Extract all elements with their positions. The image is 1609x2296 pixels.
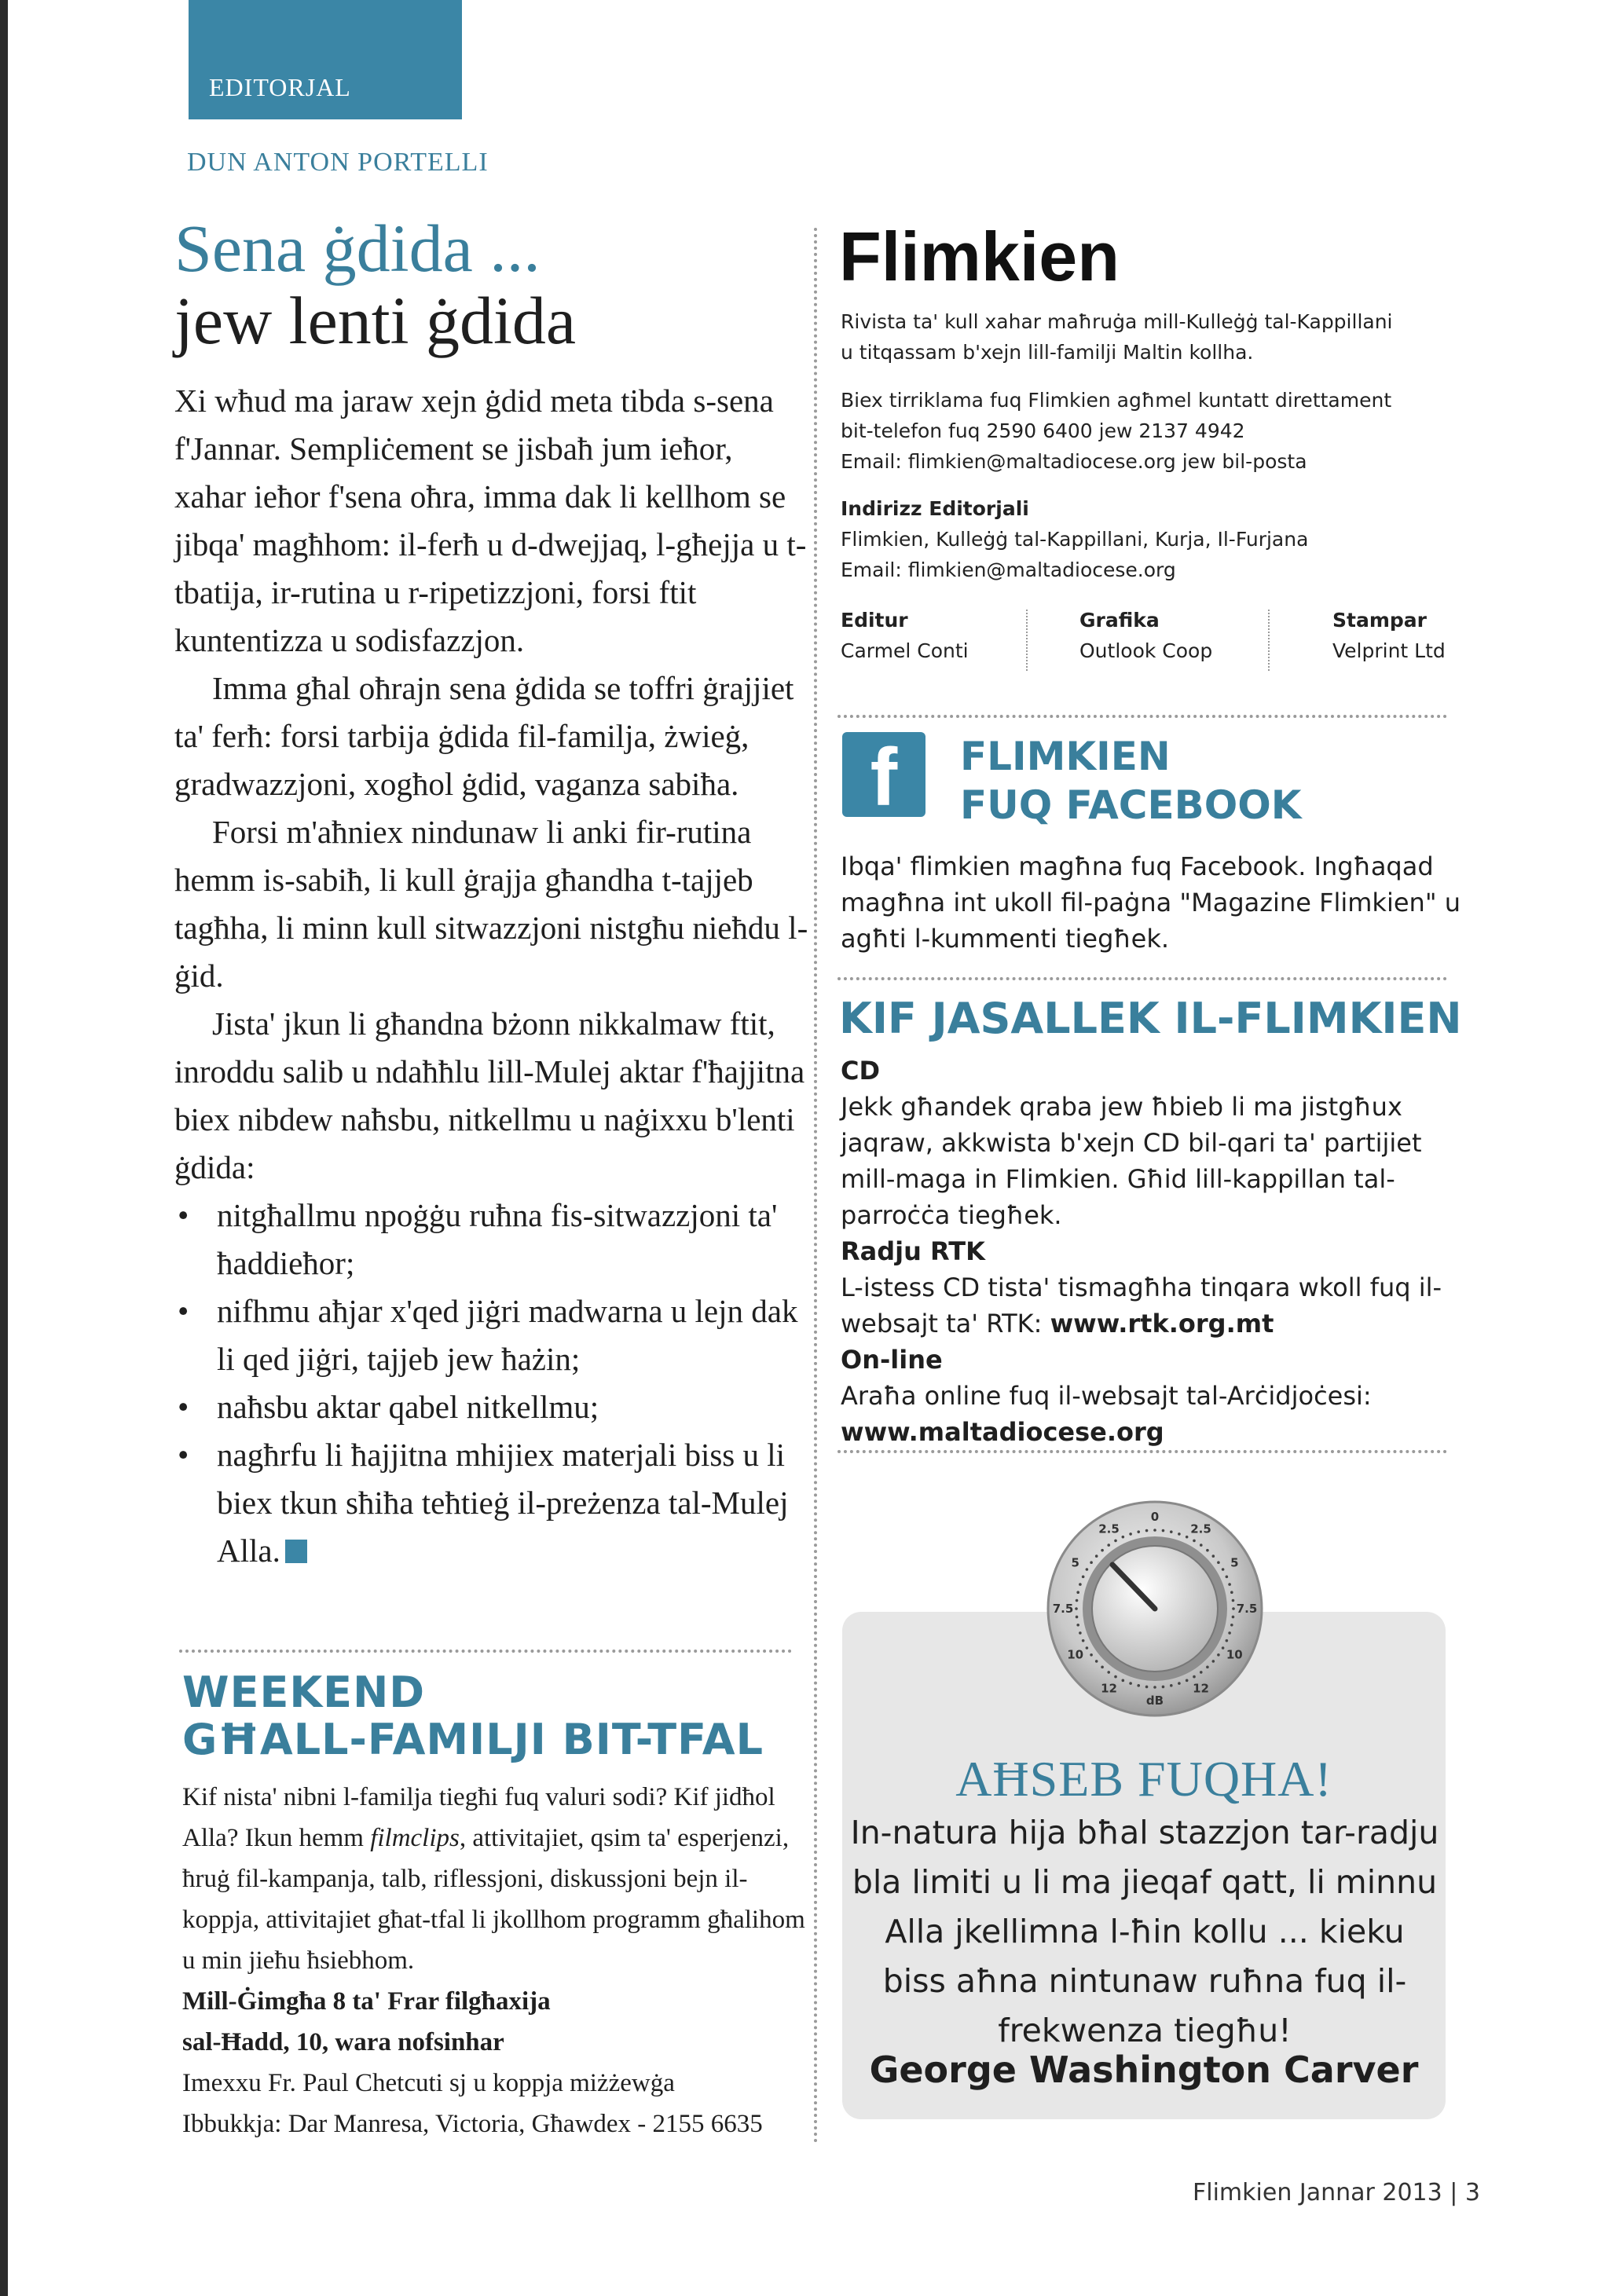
kif-text-online: Araħa online fuq il-websajt tal-Arċidjoċesi: [841, 1381, 1372, 1411]
dial-tick [1226, 1639, 1229, 1642]
kif-body [841, 1053, 1469, 1450]
dial-tick [1186, 1679, 1189, 1683]
article-title-line2: jew lenti ġdida [174, 283, 577, 358]
divider [837, 715, 1447, 718]
column-divider [814, 228, 817, 2144]
dial-tick [1222, 1568, 1225, 1571]
weekend-description [182, 1777, 811, 1981]
weekend-body [182, 1777, 811, 2144]
dial-tick [1101, 1666, 1104, 1669]
editorial-paragraph: Forsi m'aħniex nindunaw li anki fir-rutina hemm is-sabiħ, li kull ġrajja għandha t-tajjeb tagħha, li minn kull sitwazzjoni nistgħu nieħdu l-ġid. [174, 814, 808, 994]
masthead-description: Rivista ta' kull xahar maħruġa mill-Kulleġġ tal-Kappillani u titqassam b'xejn lill-familji Maltin kollha. [841, 310, 1393, 364]
article-title [174, 212, 803, 357]
bullet-item: • naħsbu aktar qabel nitkellmu; [217, 1383, 809, 1431]
facebook-title [960, 732, 1302, 829]
kif-heading-cd: CD [841, 1056, 881, 1086]
bullet-item [217, 1431, 809, 1575]
dial-label: 10 [1226, 1647, 1243, 1662]
facebook-icon-letter: f [870, 732, 898, 823]
kif-heading-radio: Radju RTK [841, 1236, 985, 1266]
dial-label: 7.5 [1236, 1602, 1258, 1616]
dial-tick [1200, 1671, 1203, 1674]
advertising-line: bit-telefon fuq 2590 6400 jew 2137 4942 [841, 419, 1245, 442]
dial-tick [1200, 1543, 1203, 1547]
dial-tick [1086, 1646, 1089, 1650]
dial-label: 5 [1071, 1555, 1079, 1570]
diocese-website-link[interactable]: www.maltadiocese.org [841, 1417, 1164, 1447]
divider [179, 1650, 792, 1653]
credit-graphics [1079, 605, 1212, 666]
dial-label: 0 [1150, 1510, 1160, 1524]
dial-tick [1206, 1549, 1209, 1552]
credit-role: Stampar [1332, 609, 1427, 632]
credit-role: Editur [841, 609, 908, 632]
dial-tick [1212, 1660, 1215, 1663]
dial-tick [1162, 1529, 1165, 1532]
facebook-title-line1: FLIMKIEN [960, 734, 1171, 779]
dial-tick [1107, 1543, 1110, 1547]
weekend-text-italic: filmclips [370, 1824, 460, 1852]
end-mark-icon [285, 1540, 307, 1563]
editorial-paragraph: Jista' jkun li għandna bżonn nikkalmaw ftit, inroddu salib u ndaħħlu lill-Mulej aktar f'ħajjitna biex nibdew naħsbu, nitkellmu u naġixxu b'lenti ġdida: [174, 1005, 805, 1185]
facebook-icon [842, 732, 925, 823]
dial-label: 12 [1193, 1681, 1209, 1696]
divider [837, 977, 1447, 980]
advertising-info [841, 385, 1438, 477]
dial-tick [1076, 1616, 1079, 1619]
weekend-text: Kif nista' nibni l-familja tiegħi fuq valuri sodi? Kif jidħol Alla? Ikun hemm [182, 1783, 775, 1852]
dial-tick [1153, 1686, 1156, 1689]
dial-tick [1232, 1616, 1235, 1619]
dial-label: dB [1145, 1694, 1164, 1708]
dial-label: 12 [1101, 1681, 1117, 1696]
advertising-line: Email: flimkien@maltadiocese.org jew bil-posta [841, 450, 1307, 473]
credit-divider [1026, 610, 1028, 671]
dial-tick [1217, 1561, 1220, 1564]
dial-tick [1153, 1529, 1156, 1532]
dial-tick [1129, 1682, 1132, 1685]
dial-label: 10 [1067, 1647, 1084, 1662]
dial-tick [1186, 1536, 1189, 1539]
weekend-leaders: Imexxu Fr. Paul Chetcuti sj u koppja miżżewġa [182, 2069, 675, 2097]
dial-tick [1222, 1646, 1225, 1650]
weekend-booking: Ibbukkja: Dar Manresa, Victoria, Għawdex - 2155 6635 [182, 2110, 763, 2138]
dial-tick [1082, 1639, 1085, 1642]
dial-tick [1193, 1675, 1196, 1679]
dial-tick [1114, 1675, 1117, 1679]
weekend-title-line2: GĦALL-FAMILJI BIT-TFAL [182, 1715, 764, 1764]
weekend-title [182, 1669, 764, 1763]
editorial-body [174, 377, 809, 1575]
kif-text-cd: Jekk għandek qraba jew ħbieb li ma jistgħux jaqraw, akkwista b'xejn CD bil-qari ta' partijiet mill-maga in Flimkien. Għid lill-kappillan tal-parroċċa tiegħek. [841, 1092, 1422, 1230]
kif-text: L-istess CD tista' tismagħha tinqara wkoll fuq il-websajt ta' RTK: [841, 1273, 1442, 1338]
dial-tick [1095, 1554, 1098, 1558]
credit-editor [841, 605, 969, 666]
dial-tick [1075, 1607, 1078, 1610]
quote-title: AĦSEB FUQHA! [955, 1751, 1332, 1807]
advertising-line: Biex tirriklama fuq Flimkien agħmel kuntatt direttament [841, 389, 1392, 412]
dial-tick [1086, 1568, 1089, 1571]
editorial-paragraph: Imma għal oħrajn sena ġdida se toffri ġrajjiet ta' ferħ: forsi tarbija ġdida fil-familja, żwieġ, gradwazzjoni, xogħol ġdid, vaganza sabiħa. [174, 670, 794, 802]
dial-tick [1170, 1530, 1173, 1533]
article-title-line1: Sena ġdida ... [174, 211, 541, 286]
page-footer: Flimkien Jannar 2013 | 3 [1193, 2179, 1480, 2206]
dial-label: 2.5 [1098, 1522, 1120, 1536]
credit-name: Velprint Ltd [1332, 639, 1446, 662]
editorial-address [841, 493, 1438, 585]
credit-role: Grafika [1079, 609, 1160, 632]
dial-tick [1193, 1540, 1196, 1543]
dial-tick [1232, 1599, 1235, 1602]
dial-tick [1079, 1631, 1082, 1635]
facebook-title-line2: FUQ FACEBOOK [960, 782, 1302, 828]
dial-tick [1230, 1591, 1233, 1594]
article-author: DUN ANTON PORTELLI [187, 148, 489, 177]
weekend-text: , attivitajiet, qsim ta' esperjenzi, ħruġ fil-kampanja, talb, riflessjoni, diskussjoni bejn il-koppja, attivitajiet għat-tfal li jkollhom programm għalihom u min jieħu ħsiebhom. [182, 1824, 805, 1975]
editorial-bullet-list [174, 1192, 809, 1575]
dial-tick [1145, 1686, 1149, 1689]
dial-tick [1107, 1671, 1110, 1674]
section-tab-label: EDITORJAL [209, 73, 351, 101]
dial-label: 5 [1230, 1555, 1239, 1570]
dial-tick [1230, 1624, 1233, 1627]
volume-dial-icon [1045, 1499, 1265, 1719]
credit-divider [1268, 610, 1270, 671]
kif-title: KIF JASALLEK IL-FLIMKIEN [839, 994, 1462, 1043]
dial-tick [1226, 1576, 1229, 1579]
dial-tick [1170, 1684, 1173, 1687]
address-heading: Indirizz Editorjali [841, 497, 1029, 520]
credit-name: Outlook Coop [1079, 639, 1213, 662]
rtk-website-link[interactable]: www.rtk.org.mt [1050, 1309, 1274, 1338]
dial-tick [1114, 1540, 1117, 1543]
dial-tick [1101, 1549, 1104, 1552]
dial-tick [1076, 1624, 1079, 1627]
dial-label: 7.5 [1052, 1602, 1074, 1616]
dial-tick [1090, 1653, 1093, 1657]
dial-tick [1137, 1684, 1140, 1687]
section-tab [189, 0, 462, 119]
facebook-text: Ibqa' flimkien magħna fuq Facebook. Ingħaqad magħna int ukoll fil-paġna "Magazine Flimkien" u agħti l-kummenti tiegħek. [841, 851, 1461, 954]
dial-label: 2.5 [1190, 1522, 1211, 1536]
dial-tick [1076, 1599, 1079, 1602]
editorial-paragraph: Xi wħud ma jaraw xejn ġdid meta tibda s-sena f'Jannar. Sempliċement se jisbaħ jum ieħor, xahar ieħor f'sena oħra, imma dak li kellhom se jibqa' magħhom: il-ferħ u d-dwejjaq, l-għejja u t-tbatija, ir-rutina u r-ripetizzjoni, forsi ftit kuntentizza u sodisfazzjon. [174, 383, 807, 658]
quote-text: In-natura hija bħal stazzjon tar-radju bla limiti u li ma jieqaf qatt, li minnu Alla jkellimna l-ħin kollu ... kieku biss aħna nintunaw ruħna fuq il-frekwenza tiegħu! [850, 1814, 1439, 2049]
dial-tick [1076, 1591, 1079, 1594]
divider [837, 1450, 1447, 1453]
dial-tick [1079, 1583, 1082, 1586]
dial-tick [1178, 1682, 1181, 1685]
bullet-item-text: nagħrfu li ħajjitna mhijiex materjali biss u li biex tkun sħiħa teħtieġ il-preżenza tal-Mulej Alla. [217, 1437, 789, 1569]
dial-tick [1129, 1532, 1132, 1536]
weekend-date-line: Mill-Ġimgħa 8 ta' Frar filgħaxija [182, 1987, 551, 2016]
kif-heading-online: On-line [841, 1345, 943, 1375]
dial-tick [1095, 1660, 1098, 1663]
address-email: Email: flimkien@maltadiocese.org [841, 558, 1176, 581]
dial-tick [1162, 1686, 1165, 1689]
credit-name: Carmel Conti [841, 639, 969, 662]
address-line: Flimkien, Kulleġġ tal-Kappillani, Kurja, Il-Furjana [841, 528, 1309, 551]
dial-tick [1228, 1583, 1231, 1586]
page-edge [0, 0, 8, 2296]
dial-tick [1232, 1607, 1235, 1610]
dial-tick [1145, 1529, 1149, 1532]
dial-tick [1228, 1631, 1231, 1635]
kif-text-radio [841, 1269, 1469, 1342]
dial-tick [1082, 1576, 1085, 1579]
dial-tick [1217, 1653, 1220, 1657]
masthead-title: Flimkien [839, 218, 1120, 295]
credits [841, 605, 1453, 672]
quote-author: George Washington Carver [869, 2049, 1419, 2091]
dial-tick [1206, 1666, 1209, 1669]
dial-tick [1122, 1536, 1125, 1539]
bullet-item: • nitgħallmu npoġġu ruħna fis-sitwazzjoni ta' ħaddieħor; [217, 1192, 809, 1287]
weekend-date-line: sal-Ħadd, 10, wara nofsinhar [182, 2028, 504, 2056]
dial-tick [1090, 1561, 1093, 1564]
dial-tick [1122, 1679, 1125, 1683]
credit-printer [1332, 605, 1446, 666]
weekend-title-line1: WEEKEND [182, 1668, 426, 1717]
dial-tick [1137, 1530, 1140, 1533]
dial-tick [1178, 1532, 1181, 1536]
dial-tick [1212, 1554, 1215, 1558]
bullet-item: • nifhmu aħjar x'qed jiġri madwarna u lejn dak li qed jiġri, tajjeb jew ħażin; [217, 1287, 809, 1383]
